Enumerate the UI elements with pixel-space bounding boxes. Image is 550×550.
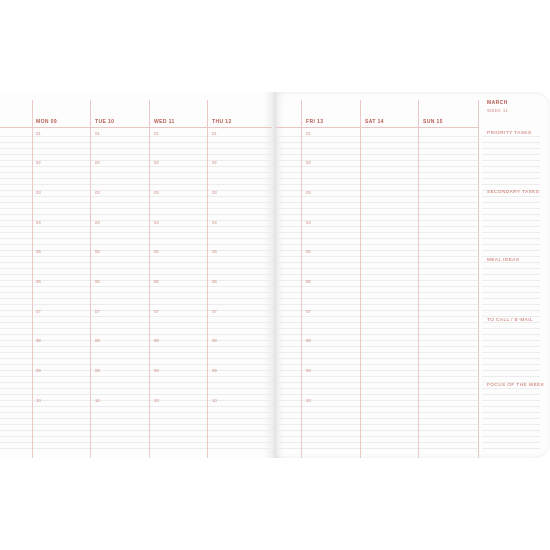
ruled-line: [482, 202, 540, 203]
ruled-line: [482, 298, 540, 299]
ruled-line: [276, 448, 478, 449]
hour-number: 06: [95, 279, 100, 284]
planner-spread: [0, 92, 550, 458]
hour-number: 01: [212, 131, 217, 136]
right-page: [275, 92, 550, 458]
hour-number: 10: [306, 398, 311, 403]
hour-number: 01: [95, 131, 100, 136]
ruled-line: [0, 334, 272, 335]
ruled-line: [0, 358, 272, 359]
hour-number: 05: [306, 249, 311, 254]
hour-number: 08: [154, 338, 159, 343]
ruled-line: [0, 292, 272, 293]
ruled-line: [276, 436, 478, 437]
hour-number: 10: [212, 398, 217, 403]
hour-number: 09: [36, 368, 41, 373]
ruled-line: [0, 406, 272, 407]
ruled-line: [482, 358, 540, 359]
ruled-line: [276, 316, 478, 317]
ruled-line: [276, 148, 478, 149]
ruled-line: [0, 172, 272, 173]
ruled-line: [0, 142, 272, 143]
hour-number: 10: [36, 398, 41, 403]
ruled-line: [482, 172, 540, 173]
ruled-line: [482, 262, 540, 263]
week-label: WEEK 11: [487, 108, 509, 113]
ruled-line: [276, 238, 478, 239]
sidebar-section-label: MEAL IDEAS: [487, 257, 520, 262]
hour-number: 02: [212, 160, 217, 165]
day-label: THU 12: [212, 119, 232, 125]
hour-number: 06: [36, 279, 41, 284]
ruled-line: [0, 148, 272, 149]
ruled-line: [0, 244, 272, 245]
ruled-line: [0, 448, 272, 449]
ruled-line: [276, 172, 478, 173]
ruled-line: [276, 328, 478, 329]
hour-number: 04: [95, 220, 100, 225]
ruled-line: [276, 286, 478, 287]
ruled-line: [482, 346, 540, 347]
ruled-line: [482, 334, 540, 335]
ruled-line: [0, 238, 272, 239]
ruled-line: [482, 154, 540, 155]
sidebar-section-label: TO CALL / E-MAIL: [487, 317, 534, 322]
ruled-line: [276, 232, 478, 233]
ruled-line: [0, 304, 272, 305]
hour-number: 05: [154, 249, 159, 254]
ruled-line: [0, 328, 272, 329]
ruled-line: [276, 382, 478, 383]
ruled-line: [276, 292, 478, 293]
ruled-line: [0, 382, 272, 383]
ruled-line: [482, 304, 540, 305]
hour-number: 03: [36, 190, 41, 195]
ruled-line: [276, 262, 478, 263]
ruled-line: [0, 154, 272, 155]
hour-number: 10: [154, 398, 159, 403]
hour-number: 04: [36, 220, 41, 225]
ruled-line: [482, 166, 540, 167]
ruled-line: [482, 226, 540, 227]
ruled-line: [276, 388, 478, 389]
ruled-line: [482, 442, 540, 443]
ruled-line: [482, 328, 540, 329]
ruled-line: [276, 202, 478, 203]
ruled-line: [276, 274, 478, 275]
sidebar-section-label: FOCUS OF THE WEEK: [487, 382, 545, 387]
ruled-line: [482, 208, 540, 209]
ruled-line: [0, 232, 272, 233]
ruled-line: [0, 298, 272, 299]
ruled-line: [276, 136, 478, 137]
ruled-line: [276, 142, 478, 143]
ruled-line: [0, 394, 272, 395]
ruled-line: [0, 424, 272, 425]
ruled-line: [482, 214, 540, 215]
ruled-line: [482, 376, 540, 377]
hour-number: 09: [306, 368, 311, 373]
column-divider: [301, 100, 302, 458]
ruled-line: [482, 340, 540, 341]
ruled-line: [0, 286, 272, 287]
hour-number: 06: [154, 279, 159, 284]
month-label: MARCH: [487, 100, 508, 106]
hour-number: 04: [154, 220, 159, 225]
ruled-line: [276, 424, 478, 425]
hour-number: 06: [212, 279, 217, 284]
ruled-line: [276, 376, 478, 377]
ruled-line: [482, 286, 540, 287]
hour-number: 07: [95, 309, 100, 314]
day-label: SAT 14: [365, 119, 384, 125]
column-divider: [149, 100, 150, 458]
ruled-line: [0, 136, 272, 137]
ruled-line: [482, 250, 540, 251]
hour-number: 07: [212, 309, 217, 314]
ruled-line: [0, 268, 272, 269]
column-divider: [478, 100, 479, 458]
ruled-line: [276, 412, 478, 413]
hour-number: 07: [306, 309, 311, 314]
ruled-line: [0, 202, 272, 203]
ruled-line: [0, 346, 272, 347]
hour-number: 01: [306, 131, 311, 136]
ruled-line: [482, 364, 540, 365]
ruled-line: [482, 448, 540, 449]
ruled-line: [276, 226, 478, 227]
ruled-line: [0, 208, 272, 209]
hour-number: 09: [212, 368, 217, 373]
hour-number: 03: [154, 190, 159, 195]
ruled-line: [0, 262, 272, 263]
ruled-line: [482, 430, 540, 431]
ruled-line: [0, 376, 272, 377]
ruled-line: [0, 418, 272, 419]
ruled-line: [0, 226, 272, 227]
ruled-line: [276, 178, 478, 179]
ruled-line: [482, 418, 540, 419]
ruled-line: [482, 400, 540, 401]
hour-number: 05: [95, 249, 100, 254]
ruled-line: [482, 370, 540, 371]
ruled-line: [482, 406, 540, 407]
ruled-line: [276, 127, 478, 128]
column-divider: [90, 100, 91, 458]
day-label: MON 09: [36, 119, 58, 125]
ruled-line: [276, 346, 478, 347]
sidebar-section-label: PRIORITY TASKS: [487, 130, 532, 135]
ruled-line: [0, 184, 272, 185]
hour-number: 08: [212, 338, 217, 343]
hour-number: 08: [306, 338, 311, 343]
ruled-line: [482, 220, 540, 221]
ruled-line: [482, 322, 540, 323]
column-divider: [418, 100, 419, 458]
ruled-line: [276, 364, 478, 365]
ruled-line: [276, 256, 478, 257]
ruled-line: [0, 442, 272, 443]
hour-number: 07: [154, 309, 159, 314]
ruled-line: [0, 274, 272, 275]
hour-number: 10: [95, 398, 100, 403]
ruled-line: [0, 430, 272, 431]
ruled-line: [482, 424, 540, 425]
hour-number: 05: [212, 249, 217, 254]
ruled-line: [482, 142, 540, 143]
ruled-line: [482, 352, 540, 353]
ruled-line: [276, 406, 478, 407]
ruled-line: [276, 208, 478, 209]
ruled-line: [482, 196, 540, 197]
sidebar-header: [487, 100, 508, 113]
ruled-line: [276, 322, 478, 323]
hour-number: 03: [212, 190, 217, 195]
ruled-line: [0, 256, 272, 257]
left-page: [0, 92, 276, 458]
ruled-line: [276, 418, 478, 419]
ruled-line: [482, 310, 540, 311]
ruled-line: [276, 196, 478, 197]
column-divider: [32, 100, 33, 458]
ruled-line: [0, 196, 272, 197]
day-label: FRI 13: [306, 119, 324, 125]
hour-number: 01: [36, 131, 41, 136]
ruled-line: [482, 280, 540, 281]
day-label: WED 11: [154, 119, 175, 125]
column-divider: [360, 100, 361, 458]
ruled-line: [0, 178, 272, 179]
ruled-line: [0, 322, 272, 323]
hour-number: 06: [306, 279, 311, 284]
hour-number: 04: [212, 220, 217, 225]
hour-number: 09: [154, 368, 159, 373]
ruled-line: [482, 292, 540, 293]
ruled-line: [482, 388, 540, 389]
ruled-line: [482, 232, 540, 233]
column-divider: [207, 100, 208, 458]
ruled-line: [0, 166, 272, 167]
ruled-line: [0, 352, 272, 353]
ruled-line: [482, 238, 540, 239]
ruled-line: [0, 127, 272, 128]
ruled-line: [276, 214, 478, 215]
ruled-line: [482, 136, 540, 137]
hour-number: 01: [154, 131, 159, 136]
ruled-line: [276, 442, 478, 443]
hour-number: 03: [95, 190, 100, 195]
day-label: SUN 15: [423, 119, 443, 125]
ruled-line: [276, 352, 478, 353]
ruled-line: [0, 436, 272, 437]
ruled-line: [276, 154, 478, 155]
hour-number: 02: [154, 160, 159, 165]
ruled-line: [482, 244, 540, 245]
ruled-line: [482, 394, 540, 395]
hour-number: 02: [306, 160, 311, 165]
hour-number: 07: [36, 309, 41, 314]
ruled-line: [0, 214, 272, 215]
hour-number: 02: [36, 160, 41, 165]
ruled-line: [276, 244, 478, 245]
ruled-line: [482, 148, 540, 149]
ruled-line: [482, 274, 540, 275]
ruled-line: [0, 364, 272, 365]
ruled-line: [276, 166, 478, 167]
hour-number: 08: [95, 338, 100, 343]
ruled-line: [482, 160, 540, 161]
ruled-line: [0, 388, 272, 389]
ruled-line: [0, 412, 272, 413]
ruled-line: [276, 358, 478, 359]
hour-number: 03: [306, 190, 311, 195]
ruled-line: [276, 334, 478, 335]
ruled-line: [276, 184, 478, 185]
ruled-line: [482, 412, 540, 413]
ruled-line: [276, 298, 478, 299]
ruled-line: [276, 268, 478, 269]
ruled-line: [482, 268, 540, 269]
ruled-line: [482, 436, 540, 437]
ruled-line: [482, 184, 540, 185]
ruled-line: [276, 430, 478, 431]
day-label: TUE 10: [95, 119, 115, 125]
hour-number: 09: [95, 368, 100, 373]
ruled-line: [276, 394, 478, 395]
hour-number: 02: [95, 160, 100, 165]
hour-number: 08: [36, 338, 41, 343]
sidebar-section-label: SECONDARY TASKS: [487, 189, 540, 194]
ruled-line: [276, 304, 478, 305]
hour-number: 05: [36, 249, 41, 254]
ruled-line: [0, 316, 272, 317]
hour-number: 04: [306, 220, 311, 225]
ruled-line: [482, 178, 540, 179]
